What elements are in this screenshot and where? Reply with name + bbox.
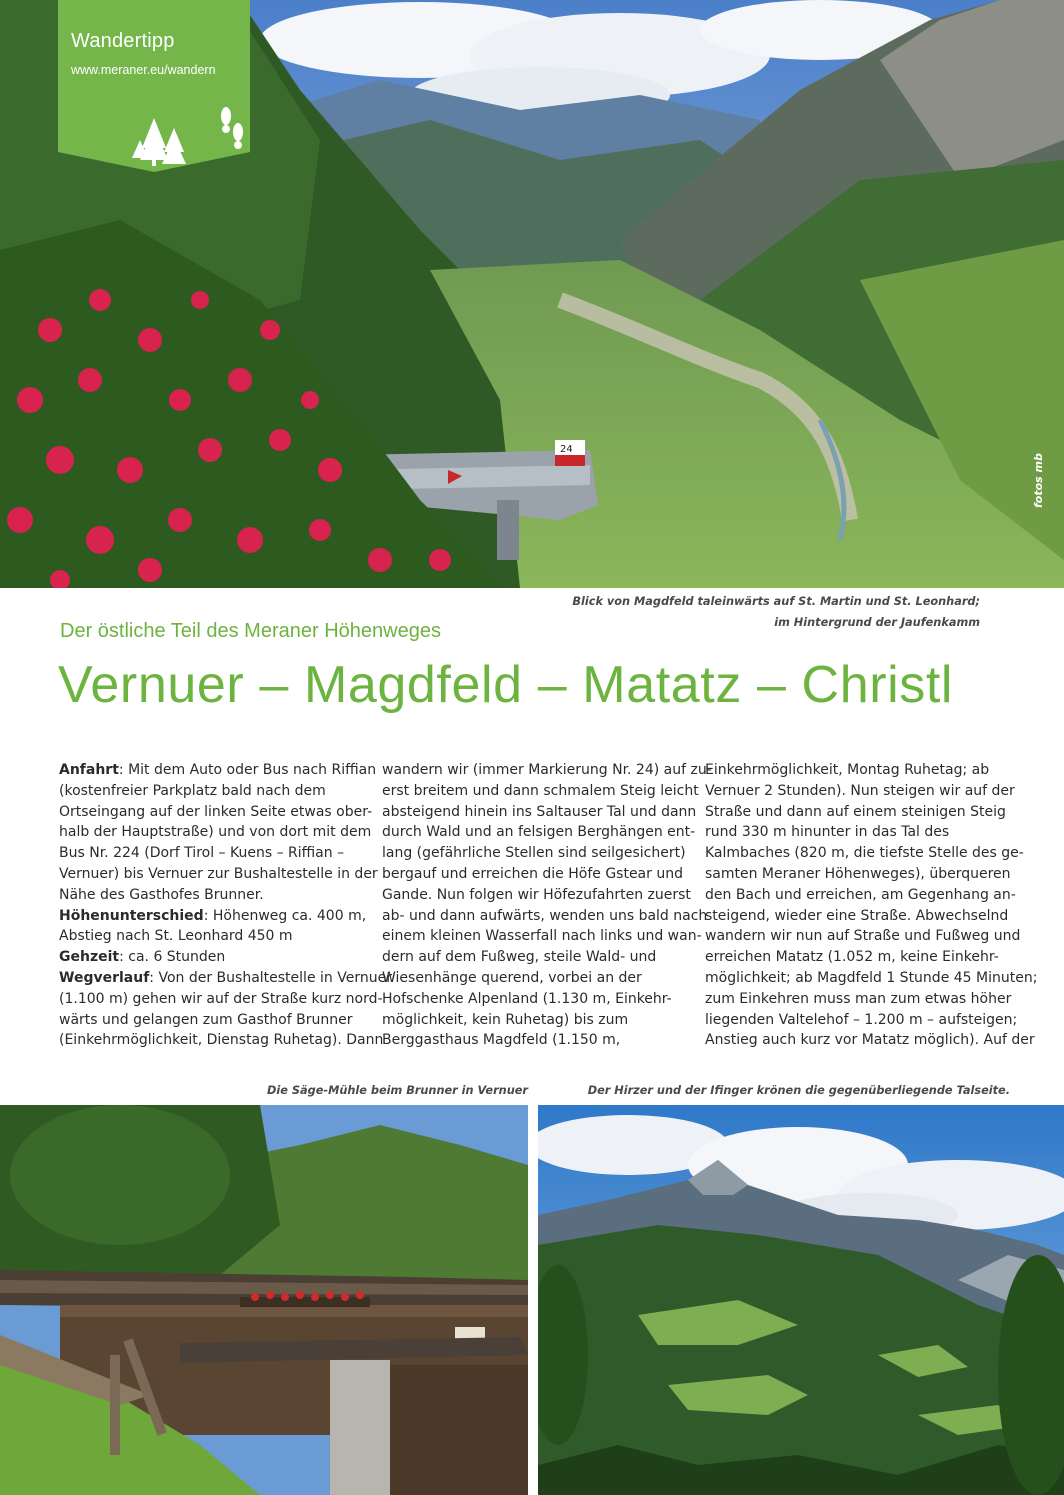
text-line: steigend, wieder eine Straße. Abwechselnd — [705, 907, 1009, 924]
text-line: rund 330 m hinunter in das Tal des — [705, 824, 950, 841]
photo-credit-text: fotos mb — [1032, 453, 1045, 508]
text-line — [59, 760, 377, 781]
wegverlauf-text: : Von der Bushaltestelle in Vernuer — [149, 969, 392, 986]
gehzeit-label: Gehzeit — [59, 949, 120, 966]
text-line — [59, 947, 359, 968]
text-line: möglichkeit; ab Magdfeld 1 Stunde 45 Minuten; — [705, 969, 1038, 986]
text-line: Vernuer) bis Vernuer zur Bushaltestelle in der — [59, 865, 378, 882]
article-headline: Vernuer – Magdfeld – Matatz – Christl — [58, 656, 954, 714]
text-line: Bus Nr. 224 (Dorf Tirol – Kuens – Riffian – — [59, 845, 345, 862]
text-line: liegenden Valtelehof – 1.200 m – aufsteigen; — [705, 1011, 1018, 1028]
text-line — [59, 968, 392, 989]
sawmill-photo — [0, 1105, 528, 1495]
text-line: erreichen Matatz (1.052 m, keine Einkehr- — [705, 949, 999, 966]
text-line: lang (gefährliche Stellen sind seilgesichert) — [382, 845, 686, 862]
section-tag-url[interactable]: www.meraner.eu/wandern — [71, 63, 216, 77]
text-line: zum Einkehren muss man zum etwas höher — [705, 990, 1012, 1007]
text-line: Nähe des Gasthofes Brunner. — [59, 886, 264, 903]
text-line: ab- und dann aufwärts, wenden uns bald nach — [382, 907, 708, 924]
text-line: Einkehrmöglichkeit, Montag Ruhetag; ab — [705, 762, 990, 778]
anfahrt-label: Anfahrt — [59, 762, 119, 778]
hero-caption — [560, 591, 980, 633]
sawmill-caption: Die Säge-Mühle beim Brunner in Vernuer — [267, 1084, 528, 1097]
text-line: samten Meraner Höhenweges), überqueren — [705, 865, 1011, 882]
text-line: Kalmbaches (820 m, die tiefste Stelle des ge- — [705, 845, 1024, 862]
text-column-2 — [382, 760, 712, 1051]
section-tag-title: Wandertipp — [71, 30, 175, 52]
text-line: einem kleinen Wasserfall nach links und wan- — [382, 928, 702, 945]
hero-caption-line-2: im Hintergrund der Jaufenkamm — [774, 616, 980, 629]
text-line: Abstieg nach St. Leonhard 450 m — [59, 928, 293, 945]
text-line: den Bach und erreichen, am Gegenhang an- — [705, 886, 1016, 903]
text-line: absteigend hinein ins Saltauser Tal und dann — [382, 803, 697, 820]
text-line: Vernuer 2 Stunden). Nun steigen wir auf der — [705, 782, 1015, 799]
text-line: Anstieg auch kurz vor Matatz möglich). Auf der — [705, 1032, 1035, 1049]
hoehe-label: Höhenunterschied — [59, 907, 204, 924]
article-kicker: Der östliche Teil des Meraner Höhenweges — [60, 620, 441, 642]
text-line: Straße und dann auf einem steinigen Steig — [705, 803, 1006, 820]
hero-caption-line-1: Blick von Magdfeld taleinwärts auf St. Martin und St. Leonhard; — [572, 595, 980, 608]
text-line: möglichkeit, kein Ruhetag) bis zum — [382, 1011, 629, 1028]
text-line: halb der Hauptstraße) und von dort mit dem — [59, 824, 372, 841]
wandertipp-label — [71, 30, 216, 77]
text-line: durch Wald und an felsigen Berghängen ent- — [382, 824, 696, 841]
gehzeit-text: : ca. 6 Stunden — [119, 949, 226, 966]
text-line: dern auf dem Fußweg, steile Wald- und — [382, 949, 657, 966]
text-line: wandern wir nun auf Straße und Fußweg und — [705, 928, 1021, 945]
text-line: Hofschenke Alpenland (1.130 m, Einkehr- — [382, 990, 672, 1007]
text-line: (kostenfreier Parkplatz bald nach dem — [59, 782, 326, 799]
mountains-photo — [538, 1105, 1064, 1495]
text-line: (Einkehrmöglichkeit, Dienstag Ruhetag). Dann — [59, 1032, 384, 1049]
text-line: bergauf und erreichen die Höfe Gstear und — [382, 865, 683, 882]
text-column-3 — [705, 760, 1038, 1051]
sawmill-image — [0, 1105, 528, 1495]
hoehe-text: : Höhenweg ca. 400 m, — [203, 907, 367, 924]
mountains-caption: Der Hirzer und der Ifinger krönen die gegenüberliegende Talseite. — [587, 1084, 1010, 1097]
text-line: erst breitem und dann schmalem Steig leicht — [382, 782, 699, 799]
text-line: wandern wir (immer Markierung Nr. 24) auf zu- — [382, 762, 712, 778]
anfahrt-text: : Mit dem Auto oder Bus nach Riffian — [118, 762, 377, 778]
text-line — [59, 906, 367, 927]
text-line: Gande. Nun folgen wir Höfezufahrten zuerst — [382, 886, 691, 903]
text-line: Berggasthaus Magdfeld (1.150 m, — [382, 1032, 621, 1049]
wegverlauf-label: Wegverlauf — [59, 969, 150, 986]
mountain-range-image — [538, 1105, 1064, 1495]
text-line: wärts und gelangen zum Gasthof Brunner — [59, 1011, 353, 1028]
wandertipp-badge — [58, 0, 250, 172]
text-line: Ortseingang auf der linken Seite etwas ober- — [59, 803, 373, 820]
text-column-1 — [59, 760, 392, 1051]
trail-sign-number: 24 — [560, 444, 573, 455]
text-line: Wiesenhänge querend, vorbei an der — [382, 969, 642, 986]
photo-credit — [1032, 448, 1048, 508]
text-line: (1.100 m) gehen wir auf der Straße kurz nord- — [59, 990, 383, 1007]
